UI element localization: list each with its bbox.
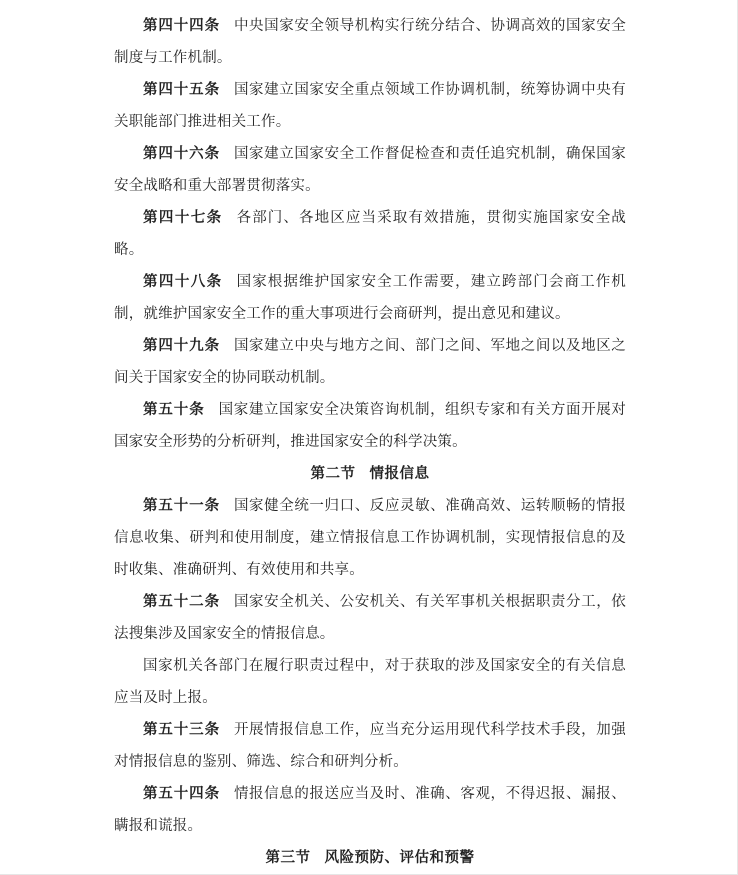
article-number: 第五十四条 — [143, 785, 220, 802]
article-48 — [114, 266, 626, 330]
article-number: 第四十五条 — [143, 81, 220, 98]
article-text: 国家建立中央与地方之间、部门之间、军地之间以及地区之间关于国家安全的协同联动机制。 — [114, 338, 626, 386]
article-text: 国家根据维护国家安全工作需要，建立跨部门会商工作机制，就维护国家安全工作的重大事项进行会商研判，提出意见和建议。 — [114, 274, 627, 322]
article-number: 第五十条 — [143, 401, 205, 418]
article-number: 第五十一条 — [143, 497, 220, 514]
section-heading-3 — [114, 842, 626, 874]
article-text: 国家建立国家安全工作督促检查和责任追究机制，确保国家安全战略和重大部署贯彻落实。 — [114, 146, 626, 194]
section-title: 情报信息 — [369, 465, 430, 482]
article-number: 第五十二条 — [143, 593, 220, 610]
article-text: 各部门、各地区应当采取有效措施，贯彻实施国家安全战略。 — [114, 210, 627, 258]
article-text: 国家机关各部门在履行职责过程中，对于获取的涉及国家安全的有关信息应当及时上报。 — [114, 658, 626, 706]
section-number: 第三节 — [265, 849, 311, 866]
article-45 — [114, 74, 626, 138]
article-50 — [114, 394, 626, 458]
section-number: 第二节 — [310, 465, 356, 482]
article-47 — [114, 202, 626, 266]
article-number: 第四十四条 — [143, 17, 220, 34]
article-number: 第四十九条 — [143, 337, 220, 354]
article-text: 国家建立国家安全决策咨询机制，组织专家和有关方面开展对国家安全形势的分析研判，推进国家安全的科学决策。 — [114, 402, 627, 450]
article-49 — [114, 330, 626, 394]
article-number: 第四十八条 — [143, 273, 223, 290]
article-54 — [114, 778, 626, 842]
article-52 — [114, 586, 626, 650]
article-text: 国家建立国家安全重点领域工作协调机制，统筹协调中央有关职能部门推进相关工作。 — [114, 82, 626, 130]
section-heading-2 — [114, 458, 626, 490]
article-text: 国家安全机关、公安机关、有关军事机关根据职责分工，依法搜集涉及国家安全的情报信息。 — [114, 594, 626, 642]
article-number: 第四十七条 — [143, 209, 223, 226]
article-number: 第五十三条 — [143, 721, 220, 738]
article-52-paragraph-2 — [114, 650, 626, 714]
article-51 — [114, 490, 626, 586]
article-text: 国家健全统一归口、反应灵敏、准确高效、运转顺畅的情报信息收集、研判和使用制度，建立情报信息工作协调机制，实现情报信息的及时收集、准确研判、有效使用和共享。 — [114, 498, 626, 578]
section-title: 风险预防、评估和预警 — [324, 849, 475, 866]
article-text: 情报信息的报送应当及时、准确、客观，不得迟报、漏报、瞒报和谎报。 — [114, 786, 626, 834]
article-number: 第四十六条 — [143, 145, 220, 162]
article-text: 中央国家安全领导机构实行统分结合、协调高效的国家安全制度与工作机制。 — [114, 18, 626, 66]
article-53 — [114, 714, 626, 778]
article-46 — [114, 138, 626, 202]
article-44 — [114, 10, 626, 74]
document-body — [114, 10, 626, 874]
article-text: 开展情报信息工作，应当充分运用现代科学技术手段，加强对情报信息的鉴别、筛选、综合和研判分析。 — [114, 722, 626, 770]
